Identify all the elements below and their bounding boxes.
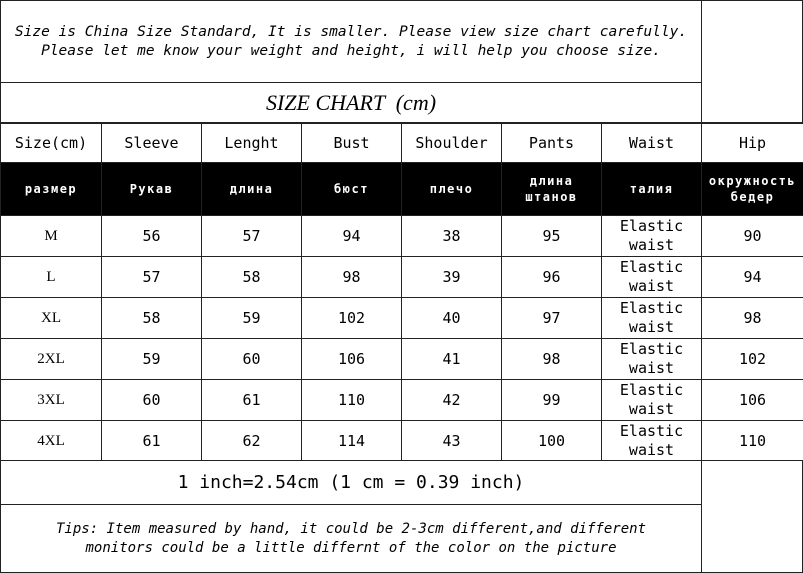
size-notice-line-2: Please let me know your weight and height, i will help you choose size. xyxy=(41,42,661,59)
cell-shoulder: 39 xyxy=(401,256,502,298)
cell-hip: 98 xyxy=(701,297,803,339)
cell-waist: Elastic waist xyxy=(601,215,702,257)
cell-length: 57 xyxy=(201,215,302,257)
cell-waist: Elastic waist xyxy=(601,338,702,380)
cell-waist: Elastic waist xyxy=(601,379,702,421)
cell-size: XL xyxy=(0,297,102,339)
cell-hip: 90 xyxy=(701,215,803,257)
empty-corner-top xyxy=(701,0,803,123)
cell-pants: 96 xyxy=(501,256,602,298)
cell-bust: 102 xyxy=(301,297,402,339)
header-ru-bust: бюст xyxy=(301,162,402,216)
header-size: Size(cm) xyxy=(0,123,102,163)
header-waist: Waist xyxy=(601,123,702,163)
cell-size: 2XL xyxy=(0,338,102,380)
cell-bust: 106 xyxy=(301,338,402,380)
cell-pants: 100 xyxy=(501,420,602,462)
cell-pants: 97 xyxy=(501,297,602,339)
cell-hip: 110 xyxy=(701,420,803,462)
tips-note xyxy=(0,504,702,573)
cell-hip: 94 xyxy=(701,256,803,298)
cell-length: 59 xyxy=(201,297,302,339)
cell-hip: 102 xyxy=(701,338,803,380)
header-ru-pants: длина штанов xyxy=(501,162,602,216)
cell-hip: 106 xyxy=(701,379,803,421)
cell-waist: Elastic waist xyxy=(601,256,702,298)
header-sleeve: Sleeve xyxy=(101,123,202,163)
cell-length: 61 xyxy=(201,379,302,421)
header-hip: Hip xyxy=(701,123,803,163)
header-bust: Bust xyxy=(301,123,402,163)
cell-size: 3XL xyxy=(0,379,102,421)
header-ru-length: длина xyxy=(201,162,302,216)
cell-pants: 98 xyxy=(501,338,602,380)
header-shoulder: Shoulder xyxy=(401,123,502,163)
size-notice-line-1: Size is China Size Standard, It is smaller. Please view size chart carefully. xyxy=(14,23,688,40)
empty-corner-bottom xyxy=(701,460,803,573)
size-notice xyxy=(0,0,702,83)
cell-sleeve: 59 xyxy=(101,338,202,380)
cell-length: 58 xyxy=(201,256,302,298)
tips-line-2: monitors could be a little differnt of the color on the picture xyxy=(85,539,617,556)
tips-line-1: Tips: Item measured by hand, it could be 2-3cm different,and different xyxy=(55,520,646,537)
cell-length: 60 xyxy=(201,338,302,380)
cell-sleeve: 57 xyxy=(101,256,202,298)
inch-conversion: 1 inch=2.54cm (1 cm = 0.39 inch) xyxy=(0,460,702,505)
cell-shoulder: 41 xyxy=(401,338,502,380)
cell-shoulder: 43 xyxy=(401,420,502,462)
chart-title: SIZE CHART (cm) xyxy=(0,82,702,123)
cell-sleeve: 60 xyxy=(101,379,202,421)
header-length: Lenght xyxy=(201,123,302,163)
cell-bust: 114 xyxy=(301,420,402,462)
cell-size: 4XL xyxy=(0,420,102,462)
cell-shoulder: 40 xyxy=(401,297,502,339)
cell-pants: 95 xyxy=(501,215,602,257)
cell-bust: 94 xyxy=(301,215,402,257)
header-ru-waist: талия xyxy=(601,162,702,216)
cell-waist: Elastic waist xyxy=(601,297,702,339)
cell-sleeve: 56 xyxy=(101,215,202,257)
header-ru-hip: окружность бедер xyxy=(701,162,803,216)
header-ru-size: размер xyxy=(0,162,102,216)
cell-length: 62 xyxy=(201,420,302,462)
cell-waist: Elastic waist xyxy=(601,420,702,462)
cell-sleeve: 58 xyxy=(101,297,202,339)
cell-size: L xyxy=(0,256,102,298)
cell-bust: 98 xyxy=(301,256,402,298)
cell-size: M xyxy=(0,215,102,257)
cell-sleeve: 61 xyxy=(101,420,202,462)
header-ru-sleeve: Рукав xyxy=(101,162,202,216)
cell-pants: 99 xyxy=(501,379,602,421)
cell-shoulder: 38 xyxy=(401,215,502,257)
cell-shoulder: 42 xyxy=(401,379,502,421)
header-ru-shoulder: плечо xyxy=(401,162,502,216)
header-pants: Pants xyxy=(501,123,602,163)
cell-bust: 110 xyxy=(301,379,402,421)
